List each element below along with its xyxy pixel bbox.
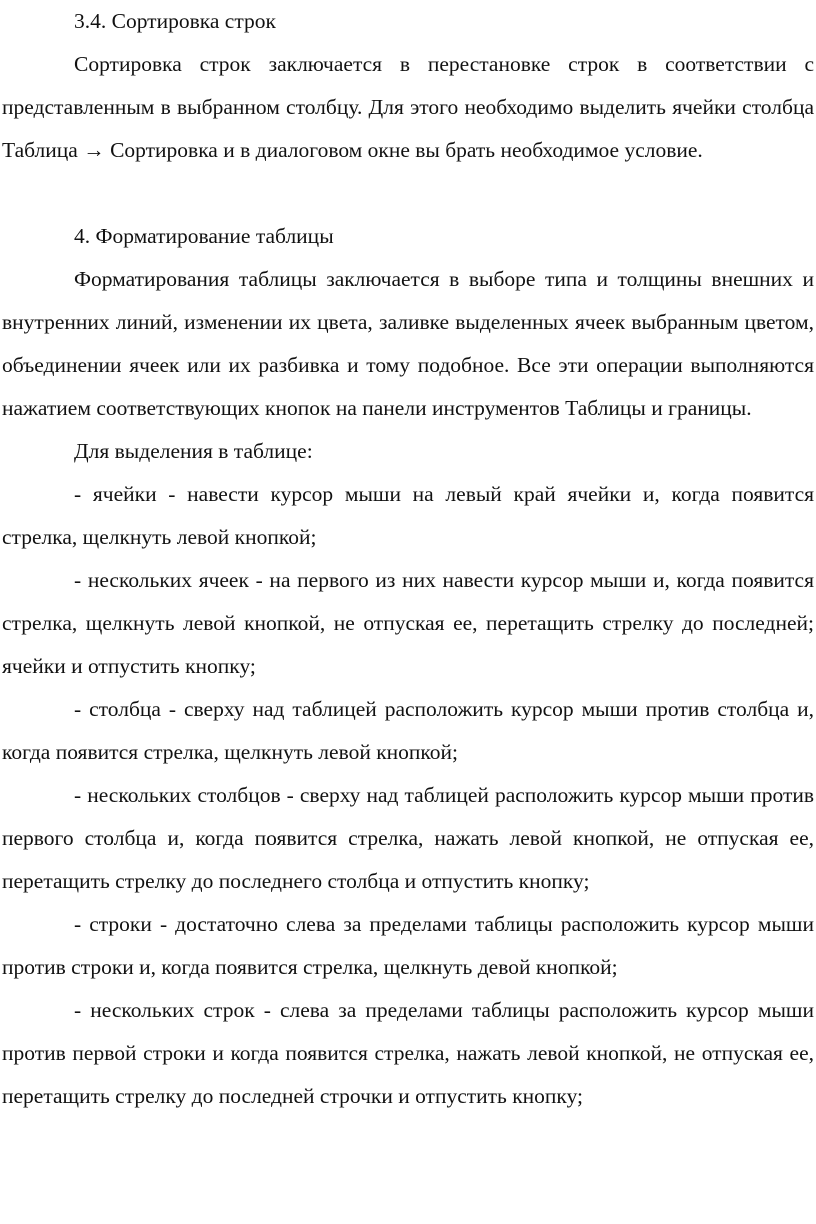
section-heading-sorting: 3.4. Сортировка строк — [74, 9, 276, 33]
section-heading-formatting: 4. Форматирование таблицы — [74, 224, 334, 248]
list-item-row: - строки - достаточно слева за пределами таблицы расположить курсор мыши против строки и, когда появится стрелка, щелкнуть девой кнопкой; — [2, 912, 814, 979]
list-item-multiple-columns: - нескольких столбцов - сверху над таблицей расположить курсор мыши против первого столбца и, когда появится стрелка, нажать левой кнопкой, не отпуская ее, перетащить стрелку до последнего столбца и отпустить кнопку; — [2, 783, 814, 893]
list-item-multiple-rows: - нескольких строк - слева за пределами таблицы расположить курсор мыши против первой строки и когда появится стрелка, нажать левой кнопкой, не отпуская ее, перетащить стрелку до последней строчки и отпустить кнопку; — [2, 998, 814, 1108]
paragraph-formatting-description: Форматирования таблицы заключается в выборе типа и толщины внешних и внутренних линий, изменении их цвета, заливке выделенных ячеек выбранным цветом, объединении ячеек или их разбивка и тому подобное. Все эти операции выполняются нажатием соответствующих кнопок на панели инструментов Таблицы и границы. — [2, 267, 814, 420]
list-item-column: - столбца - сверху над таблицей расположить курсор мыши против столбца и, когда появится стрелка, щелкнуть левой кнопкой; — [2, 697, 814, 764]
paragraph-sorting-description: Сортировка строк заключается в перестановке строк в соответствии с представленным в выбранном столбцу. Для этого необходимо выделить ячейки столбца Таблица → Сортировка и в диалоговом окне вы брать необходимое условие. — [2, 52, 814, 162]
list-item-multiple-cells: - нескольких ячеек - на первого из них навести курсор мыши и, когда появится стрелка, щелкнуть левой кнопкой, не отпуская ее, перетащить стрелку до последней; ячейки и отпустить кнопку; — [2, 568, 814, 678]
section-spacer — [2, 172, 814, 215]
paragraph-selection-intro: Для выделения в таблице: — [74, 439, 313, 463]
list-item-cell: - ячейки - навести курсор мыши на левый край ячейки и, когда появится стрелка, щелкнуть левой кнопкой; — [2, 482, 814, 549]
